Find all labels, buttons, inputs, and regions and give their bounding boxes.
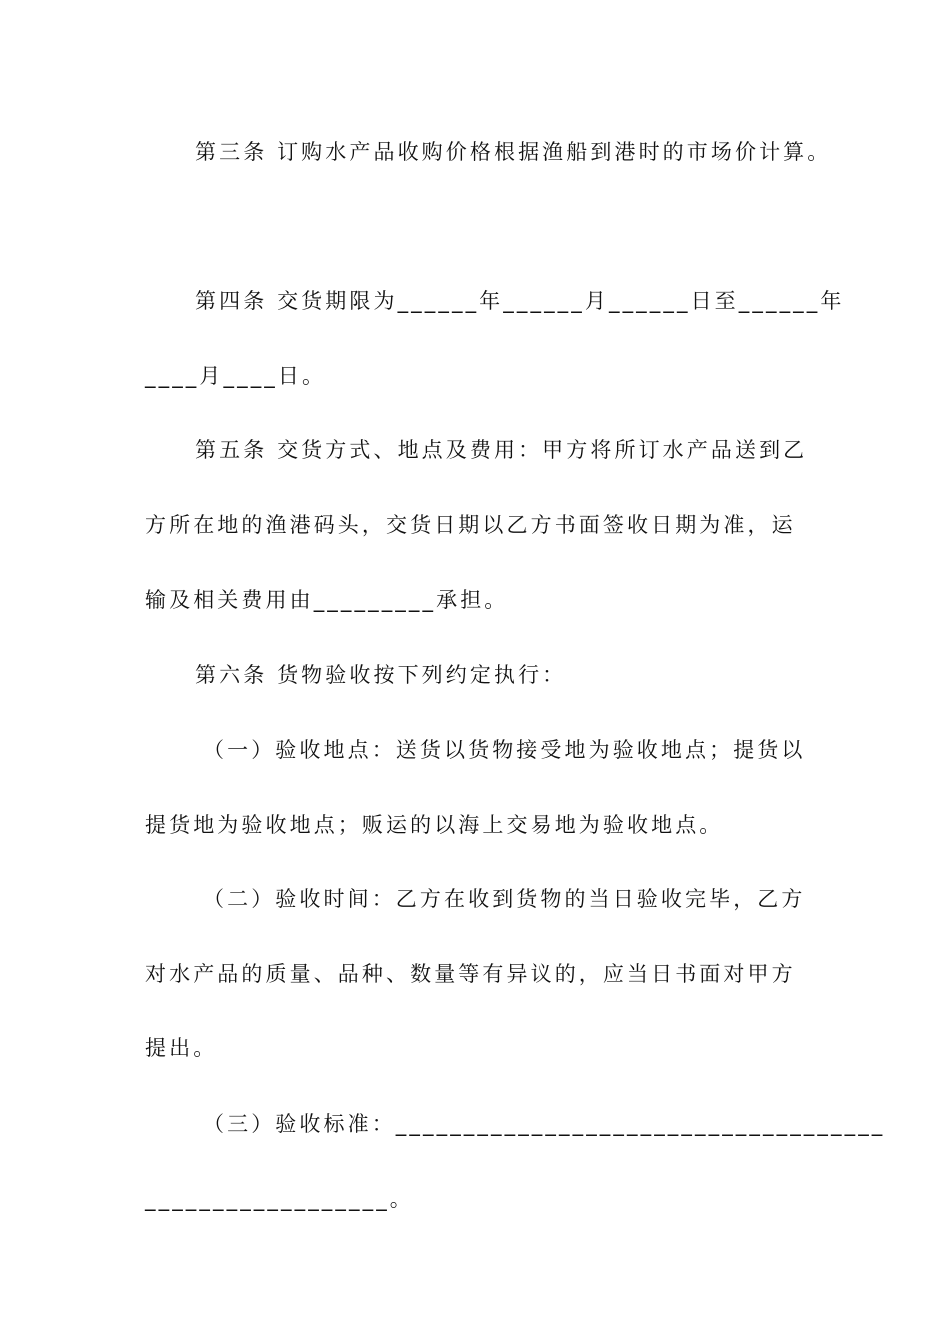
clause-2-line-1: （二）验收时间：乙方在收到货物的当日验收完毕，乙方	[203, 887, 806, 911]
clause-3-line-1: （三）验收标准：____________________________________	[203, 1112, 886, 1136]
clause-1-line-2: 提货地为验收地点；贩运的以海上交易地为验收地点。	[145, 813, 724, 837]
article-5-line-1: 第五条 交货方式、地点及费用：甲方将所订水产品送到乙	[195, 438, 808, 462]
article-6-line-1: 第六条 货物验收按下列约定执行：	[195, 663, 567, 687]
article-4-line-1: 第四条 交货期限为______年______月______日至______年	[195, 289, 845, 313]
clause-2-line-3: 提出。	[145, 1036, 218, 1060]
clause-3-line-2: __________________。	[145, 1187, 414, 1211]
article-4-line-2: ____月____日。	[145, 364, 327, 388]
article-5-line-2: 方所在地的渔港码头，交货日期以乙方书面签收日期为准，运	[145, 513, 796, 537]
clause-2-line-2: 对水产品的质量、品种、数量等有异议的，应当日书面对甲方	[145, 962, 796, 986]
clause-1-line-1: （一）验收地点：送货以货物接受地为验收地点；提货以	[203, 738, 806, 762]
article-5-line-3: 输及相关费用由_________承担。	[145, 588, 509, 612]
article-3-line-1: 第三条 订购水产品收购价格根据渔船到港时的市场价计算。	[195, 140, 832, 164]
